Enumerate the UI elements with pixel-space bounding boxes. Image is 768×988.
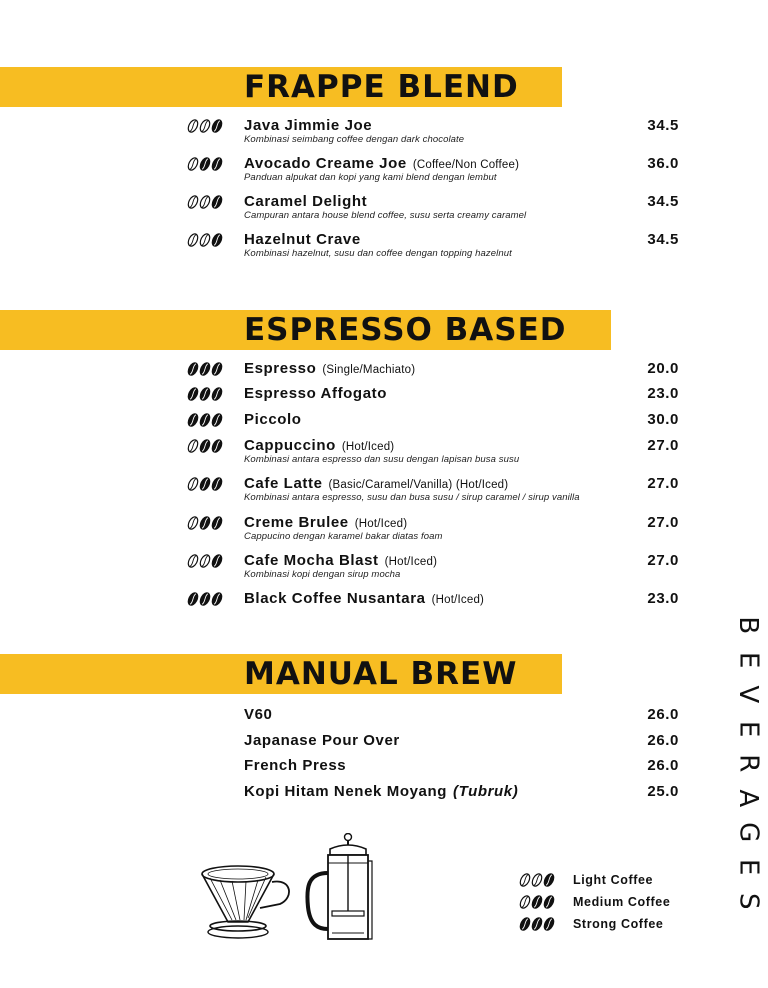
item-description: Kombinasi antara espresso, susu dan busa susu / sirup caramel / sirup vanilla	[244, 492, 580, 503]
item-variant: (Hot/Iced)	[384, 556, 438, 568]
side-title-letter: E	[733, 651, 764, 668]
item-description: Kombinasi seimbang coffee dengan dark chocolate	[244, 134, 465, 145]
item-description: Panduan alpukat dan kopi yang kami blend dengan lembut	[244, 172, 497, 183]
item-name: Piccolo	[244, 411, 302, 428]
item-name-wrap	[244, 783, 518, 801]
side-title-letter: B	[733, 616, 764, 635]
side-title-letter: E	[733, 858, 764, 875]
section-title: ESPRESSO BASED	[244, 312, 567, 348]
item-name: Kopi Hitam Nenek Moyang	[244, 783, 447, 800]
menu-item	[0, 155, 768, 191]
item-name-wrap	[244, 360, 415, 379]
item-price: 23.0	[647, 590, 679, 607]
item-price: 26.0	[647, 732, 679, 749]
item-variant: (Hot/Iced)	[341, 441, 395, 453]
medium-bean-icon	[187, 477, 223, 491]
legend-label: Strong Coffee	[573, 917, 664, 931]
item-variant: (Coffee/Non Coffee)	[412, 159, 520, 171]
light-bean-icon	[187, 119, 223, 133]
medium-bean-icon	[519, 895, 555, 909]
item-name-wrap	[244, 590, 484, 609]
item-name: Espresso	[244, 360, 317, 377]
item-price: 23.0	[647, 385, 679, 402]
item-variant: (Basic/Caramel/Vanilla) (Hot/Iced)	[328, 479, 509, 491]
item-name: Creme Brulee	[244, 514, 349, 531]
item-price: 36.0	[647, 155, 679, 172]
light-bean-icon	[187, 195, 223, 209]
item-price: 34.5	[647, 231, 679, 248]
item-name: V60	[244, 706, 273, 723]
light-bean-icon	[519, 873, 555, 887]
item-name: Cafe Mocha Blast	[244, 552, 379, 569]
item-name: Cappuccino	[244, 437, 336, 454]
item-name: Avocado Creame Joe	[244, 155, 407, 172]
strong-bean-icon	[187, 413, 223, 427]
legend-strong	[519, 916, 719, 936]
strong-bean-icon	[187, 592, 223, 606]
section-band-manual-brew	[0, 654, 562, 694]
item-price: 27.0	[647, 437, 679, 454]
item-price: 34.5	[647, 193, 679, 210]
item-price: 27.0	[647, 475, 679, 492]
light-bean-icon	[187, 233, 223, 247]
v60-dripper-icon	[196, 860, 296, 944]
item-name: Caramel Delight	[244, 193, 368, 210]
item-description: Kombinasi kopi dengan sirup mocha	[244, 569, 401, 580]
item-name: Cafe Latte	[244, 475, 323, 492]
section-title: MANUAL BREW	[244, 656, 518, 692]
menu-item	[0, 514, 768, 550]
item-variant: (Hot/Iced)	[354, 518, 408, 530]
item-description: Campuran antara house blend coffee, susu serta creamy caramel	[244, 210, 527, 221]
medium-bean-icon	[187, 157, 223, 171]
strong-bean-icon	[187, 387, 223, 401]
legend-label: Medium Coffee	[573, 895, 671, 909]
item-price: 34.5	[647, 117, 679, 134]
menu-item	[0, 117, 768, 153]
legend-medium	[519, 894, 719, 914]
side-title-letter: A	[733, 788, 764, 807]
side-title	[729, 608, 764, 919]
item-variant: (Single/Machiato)	[322, 364, 416, 376]
item-price: 20.0	[647, 360, 679, 377]
item-price: 30.0	[647, 411, 679, 428]
item-description: Kombinasi antara espresso dan susu dengan lapisan busa susu	[244, 454, 520, 465]
menu-item	[0, 193, 768, 229]
item-name: Java Jimmie Joe	[244, 117, 373, 134]
side-title-letter: V	[733, 685, 764, 704]
menu-item	[0, 552, 768, 588]
item-price: 27.0	[647, 552, 679, 569]
item-price: 26.0	[647, 757, 679, 774]
section-band-espresso	[0, 310, 611, 350]
item-name: French Press	[244, 757, 347, 774]
item-variant: (Hot/Iced)	[431, 594, 485, 606]
menu-item	[0, 231, 768, 267]
strong-bean-icon	[519, 917, 555, 931]
item-name: Japanase Pour Over	[244, 732, 400, 749]
section-band-frappe	[0, 67, 562, 107]
item-description: Cappucino dengan karamel bakar diatas foam	[244, 531, 443, 542]
menu-item	[0, 475, 768, 511]
menu-item	[0, 590, 768, 626]
legend-label: Light Coffee	[573, 873, 654, 887]
side-title-letter: E	[733, 720, 764, 737]
side-title-letter: S	[733, 892, 764, 910]
item-variant: (Tubruk)	[453, 783, 519, 800]
item-name: Hazelnut Crave	[244, 231, 361, 248]
item-name: Black Coffee Nusantara	[244, 590, 426, 607]
menu-item	[0, 783, 768, 819]
legend-light	[519, 872, 719, 892]
item-description: Kombinasi hazelnut, susu dan coffee dengan topping hazelnut	[244, 248, 512, 259]
section-title: FRAPPE BLEND	[244, 69, 519, 105]
item-price: 27.0	[647, 514, 679, 531]
french-press-icon	[302, 833, 386, 945]
side-title-letter: G	[733, 822, 764, 843]
medium-bean-icon	[187, 439, 223, 453]
item-price: 25.0	[647, 783, 679, 800]
strong-bean-icon	[187, 362, 223, 376]
light-bean-icon	[187, 554, 223, 568]
item-name: Espresso Affogato	[244, 385, 387, 402]
medium-bean-icon	[187, 516, 223, 530]
item-price: 26.0	[647, 706, 679, 723]
menu-item	[0, 437, 768, 473]
side-title-letter: R	[733, 754, 764, 773]
